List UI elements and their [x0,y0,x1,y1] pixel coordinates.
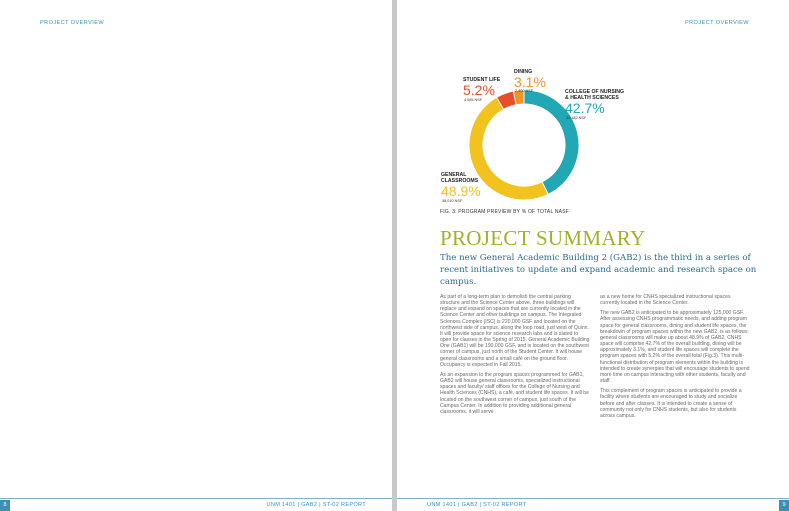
donut-slice-general-classrooms [476,103,545,193]
footer-rule [397,498,789,499]
cnhs-label-line-1: COLLEGE OF NURSING [565,89,625,95]
dining-nasf: 2,400 NSF [515,89,534,93]
classrooms-label-line-2: CLASSROOMS [441,178,479,184]
left-footer-text: UNM 1401 | GAB2 | ST-02 REPORT [266,502,366,508]
classrooms-nasf: 38,010 NSF [442,199,463,203]
student-life-nasf: 4,055 NSF [464,98,483,102]
body-paragraph: as a new home for CNHS specialized instructional spaces currently located in the Science Center. [600,294,731,307]
left-page [0,0,392,511]
classrooms-percent: 48.9% [441,183,481,199]
page-title: PROJECT SUMMARY [440,226,646,250]
lead-paragraph: The new General Academic Building 2 (GAB2) is the third in a series of recent initiatives to update and expand academic and research space on campus. [440,253,757,287]
right-page-footer [397,498,789,511]
right-page-number: 9 [779,500,789,511]
left-page-footer [0,498,392,511]
body-paragraph: As part of a long-term plan to demolish the central parking structure and the Science Center above, three buildings will replace and expand on spaces that are currently located in the Science Center and other buildings on campus. The Integrated Sciences Complex (ISC) is 220,000 GSF and located on the northwest side of campus, along the loop road, just west of Quinn. It will provide space for science research labs and is slated to open for classes in the Spring of 2015. General Academic Building One (GAB1) will be 190,000 GSF, and is located on the southwest corner of campus, just north of the Student Center. It will house general classrooms and a small café on the ground floor. Occupancy is expected in Fall 2015. [440,294,590,368]
body-paragraph: The new GAB2 is anticipated to be approximately 125,000 GSF. After assessing CNHS programmatic needs, and adding program space for general classrooms, dining and student life spaces, the breakdown of program spaces within the new GAB2, is as follows: general classrooms will make up about 48.9% of GAB2, CNHS space will comprise 42.7% of the overall building, dining will be approximately 3.1%, and student life spaces will complete the program spaces with 5.2% of the overall total (Fig.3). This multi-functional distribution of program elements within the building is intended to create synergies that will encourage students to spend more time on campus interacting with other students, faculty and staff. [600,310,750,385]
left-page-number: 8 [0,500,10,511]
cnhs-nasf: 33,182 NSF [566,116,587,120]
body-column-1 [440,294,590,419]
body-paragraph: This complement of program spaces is anticipated to provide a facility where students are encouraged to study and socialize before and after classes. It is intended to create a sense of community not only for CNHS students, but also for students across campus. [600,388,742,419]
footer-rule [0,498,392,499]
right-footer-text: UNM 1401 | GAB2 | ST-02 REPORT [427,502,527,508]
cnhs-percent: 42.7% [565,100,605,116]
student-life-label: STUDENT LIFE [463,77,501,83]
student-life-percent: 5.2% [463,82,495,98]
classrooms-label-line-1: GENERAL [441,172,467,178]
cnhs-label-line-2: & HEALTH SCIENCES [565,95,619,101]
figure-caption: FIG. 3: PROGRAM PREVIEW BY % OF TOTAL NASF [440,209,569,215]
body-column-2 [600,294,750,423]
dining-label: DINING [514,69,533,75]
body-paragraph: As an expansion to the program spaces programmed for GAB1, GAB2 will house general classrooms, specialized instructional spaces and faculty/ staff offices for the College of Nursing and Health Sciences (CNHS), a café, and student life spaces. It will be located on the southwest corner of campus, just south of the Campus Center. In addition to providing additional general classrooms, it will serve [440,371,589,415]
left-page-header: PROJECT OVERVIEW [40,20,105,26]
donut-slice-dining [515,97,524,98]
right-page [397,0,789,511]
donut-slice-student-life [500,98,515,103]
right-page-header: PROJECT OVERVIEW [684,20,749,26]
dining-percent: 3.1% [514,74,546,90]
